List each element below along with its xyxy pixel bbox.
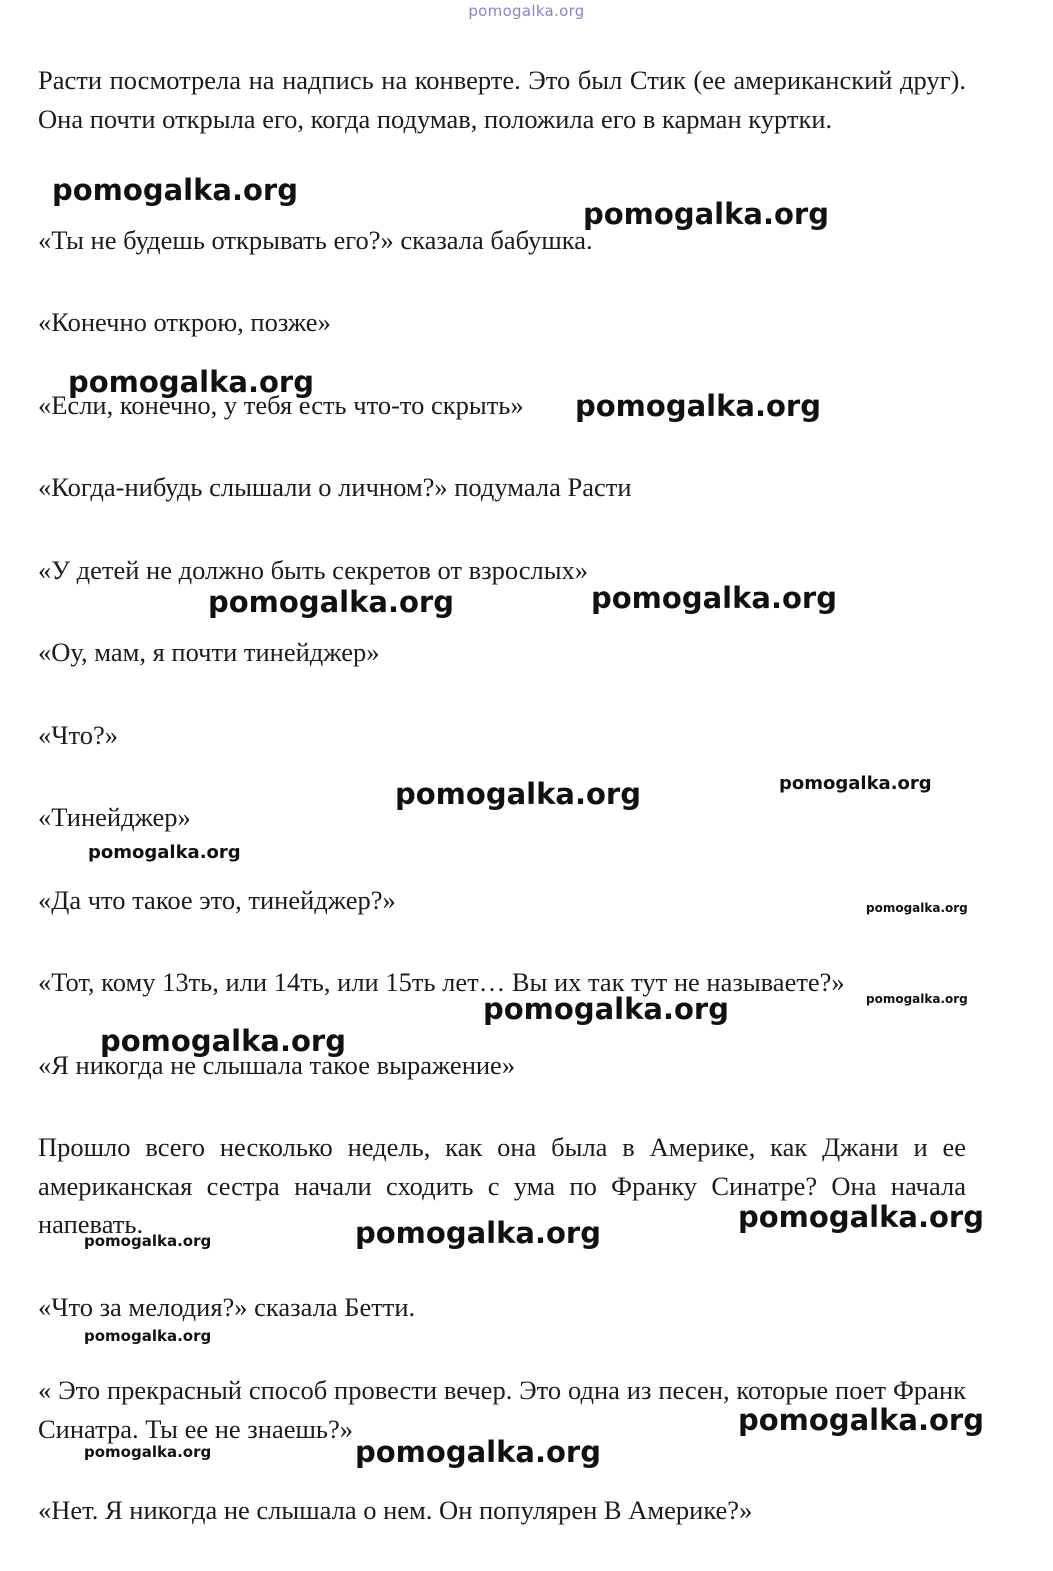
watermark: pomogalka.org <box>395 777 641 811</box>
watermark: pomogalka.org <box>483 992 729 1026</box>
watermark: pomogalka.org <box>575 389 821 423</box>
watermark: pomogalka.org <box>208 585 454 619</box>
watermark: pomogalka.org <box>738 1200 984 1234</box>
paragraph-3: «Конечно открою, позже» <box>38 307 331 337</box>
watermark: pomogalka.org <box>866 992 968 1006</box>
paragraph-12: «Я никогда не слышала такое выражение» <box>38 1050 516 1080</box>
paragraph-8: «Что?» <box>38 720 118 750</box>
watermark: pomogalka.org <box>84 1443 212 1461</box>
watermark: pomogalka.org <box>68 365 314 399</box>
paragraph-11: «Тот, кому 13ть, или 14ть, или 15ть лет… Вы их так тут не называете?» <box>38 967 845 997</box>
watermark: pomogalka.org <box>866 901 968 915</box>
paragraph-9: «Тинейджер» <box>38 802 191 832</box>
watermark: pomogalka.org <box>355 1216 601 1250</box>
watermark: pomogalka.org <box>583 197 829 231</box>
paragraph-14: «Что за мелодия?» сказала Бетти. <box>38 1292 416 1322</box>
paragraph-16: «Нет. Я никогда не слышала о нем. Он популярен В Америке?» <box>38 1495 753 1525</box>
watermark: pomogalka.org <box>84 1232 212 1250</box>
paragraph-13: Прошло всего несколько недель, как она была в Америке, как Джани и ее американская сестра начали сходить с ума по Франку Синатре? Она начала напевать. <box>38 1132 966 1239</box>
watermark: pomogalka.org <box>779 773 932 794</box>
paragraph-10: «Да что такое это, тинейджер?» <box>38 885 396 915</box>
paragraph-4: «Если, конечно, у тебя есть что-то скрыть» <box>38 390 524 420</box>
paragraph-6: «У детей не должно быть секретов от взрослых» <box>38 555 589 585</box>
paragraph-1: Расти посмотрела на надпись на конверте. Это был Стик (ее американский друг). Она почти открыла его, когда подумав, положила его в карман куртки. <box>38 65 966 134</box>
watermark: pomogalka.org <box>591 581 837 615</box>
paragraph-2: «Ты не будешь открывать его?» сказала бабушка. <box>38 225 593 255</box>
watermark: pomogalka.org <box>100 1024 346 1058</box>
paragraph-15: « Это прекрасный способ провести вечер. Это одна из песен, которые поет Франк Синатра. Ты ее не знаешь?» <box>38 1375 966 1444</box>
paragraph-7: «Оу, мам, я почти тинейджер» <box>38 637 380 667</box>
watermark: pomogalka.org <box>52 173 298 207</box>
watermark: pomogalka.org <box>355 1435 601 1469</box>
site-header-watermark: pomogalka.org <box>468 2 585 20</box>
watermark: pomogalka.org <box>88 842 241 863</box>
watermark: pomogalka.org <box>738 1403 984 1437</box>
paragraph-5: «Когда-нибудь слышали о личном?» подумала Расти <box>38 472 632 502</box>
watermark: pomogalka.org <box>84 1327 212 1345</box>
